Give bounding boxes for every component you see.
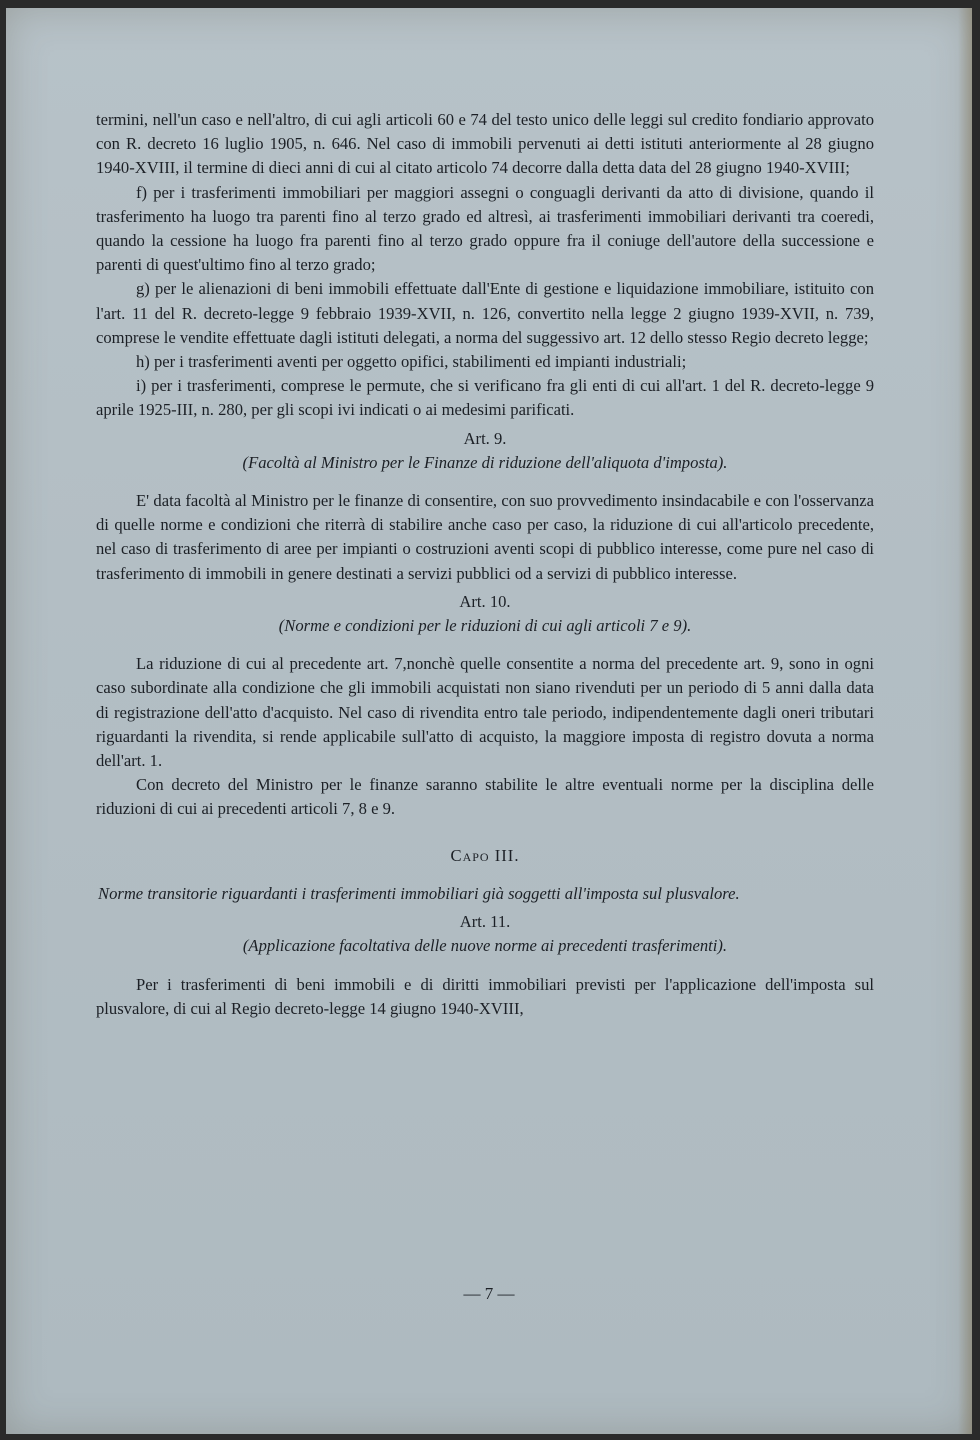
- page-body: [96, 108, 874, 1021]
- article-11-text: Per i trasferimenti di beni immobili e di diritti immobiliari previsti per l'applicazione dell'imposta sul plusvalore, di cui al Regio decreto-legge 14 giugno 1940-XVIII,: [96, 974, 874, 1018]
- paragraph-continuation: termini, nell'un caso e nell'altro, di cui agli articoli 60 e 74 del testo unico delle leggi sul credito fondiario approvato con R. decreto 16 luglio 1905, n. 646. Nel caso di immobili pervenuti ai detti istituti anteriormente al 28 giugno 1940-XVIII, il termine di dieci anni di cui al citato articolo 74 decorre dalla detta data del 28 giugno 1940-XVIII;: [96, 110, 874, 178]
- clause-h: h) per i trasferimenti aventi per oggetto opifici, stabilimenti ed impianti industriali;: [136, 352, 687, 372]
- clause-g: g) per le alienazioni di beni immobili effettuate dall'Ente di gestione e liquidazione immobiliare, istituito con l'art. 11 del R. decreto-legge 9 febbraio 1939-XVII, n. 126, convertito nella legge 2 giugno 1939-XVII, n. 739, comprese le vendite effettuate dagli istituti delegati, a norma del suggessivo art. 12 dello stesso Regio decreto legge;: [96, 279, 874, 347]
- article-9-title: Art. 9.: [463, 428, 507, 448]
- article-11-title: Art. 11.: [459, 912, 511, 932]
- clause-f: f) per i trasferimenti immobiliari per maggiori assegni o conguagli derivanti da atto di divisione, quando il trasferimento ha luogo tra parenti fino al terzo grado ed altresì, ai trasferimenti immobiliari derivanti tra coeredi, quando la cessione ha luogo fra parenti fino al terzo grado oppure fra il coniuge dell'autore della successione e parenti di quest'ultimo fino al terzo grado;: [96, 182, 874, 275]
- clause-i: i) per i trasferimenti, comprese le permute, che si verificano fra gli enti di cui all'art. 1 del R. decreto-legge 9 aprile 1925-III, n. 280, per gli scopi ivi indicati o ai medesimi parificati.: [96, 376, 874, 420]
- article-10-text-2: Con decreto del Ministro per le finanze saranno stabilite le altre eventuali norme per la disciplina delle riduzioni di cui ai precedenti articoli 7, 8 e 9.: [96, 775, 874, 819]
- article-10-text-1: La riduzione di cui al precedente art. 7,nonchè quelle consentite a norma del precedente art. 9, sono in ogni caso subordinate alla condizione che gli immobili acquistati non siano rivenduti per un periodo di 5 anni dalla data di registrazione dell'atto d'acquisto. Nel caso di rivendita entro tale periodo, indipendentemente dagli oneri tributari riguardanti la rivendita, si rende applicabile sull'atto di acquisto, la maggiore imposta di registro dovuta a norma dell'art. 1.: [96, 654, 874, 771]
- document-page: [6, 8, 972, 1434]
- article-9-caption: (Facoltà al Ministro per le Finanze di riduzione dell'aliquota d'imposta).: [242, 452, 728, 472]
- article-11-caption: (Applicazione facoltativa delle nuove norme ai precedenti trasferimenti).: [242, 936, 728, 956]
- article-10-caption: (Norme e condizioni per le riduzioni di cui agli articoli 7 e 9).: [278, 616, 692, 636]
- page-number: — 7 —: [463, 1284, 515, 1303]
- article-9-text: E' data facoltà al Ministro per le finanze di consentire, con suo provvedimento insindacabile e con l'osservanza di quelle norme e condizioni che riterrà di stabilire anche caso per caso, la riduzione di cui all'articolo precedente, nel caso di trasferimento di aree per impianti o costruzioni aventi scopi di pubblico interesse, come pure nel caso di trasferimento di immobili in genere destinati a servizi pubblici od a servizi di pubblico interesse.: [96, 491, 874, 583]
- article-10-title: Art. 10.: [459, 591, 511, 611]
- chapter-title: Capo III.: [450, 845, 520, 865]
- chapter-heading: Norme transitorie riguardanti i trasferimenti immobiliari già soggetti all'imposta sul plusvalore.: [98, 883, 740, 903]
